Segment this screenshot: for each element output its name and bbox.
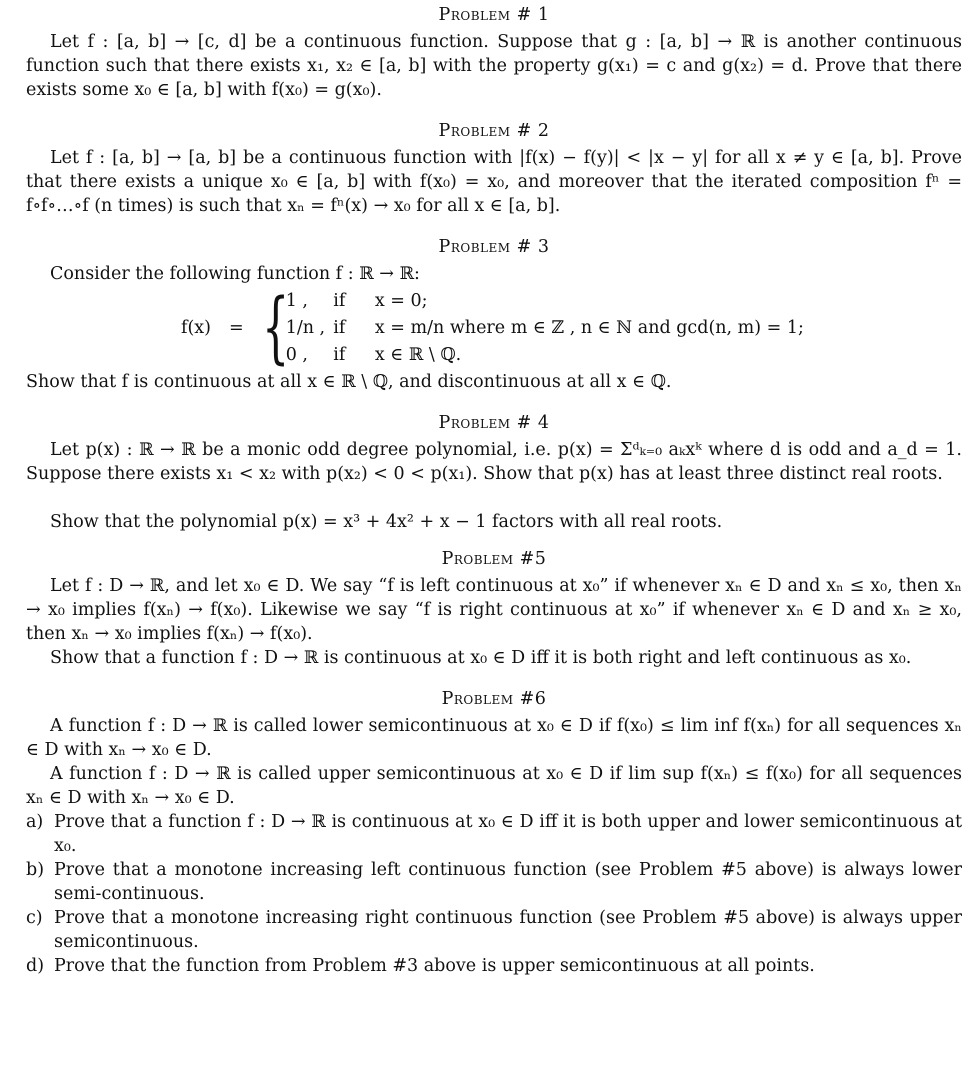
problem-text: Show that f is continuous at all x ∈ ℝ \ ℚ, and discontinuous at all x ∈ ℚ.: [26, 372, 672, 392]
problem-text: Let f : [a, b] → [c, d] be a continuous function. Suppose that g : [a, b] → ℝ is another continuous function such that there exists x₁, x₂ ∈ [a, b] with the property g(x₁) = c and g(x₂) = d. Prove that there exists some x₀ ∈ [a, b] with f(x₀) = g(x₀).: [26, 32, 962, 100]
piecewise-cases: [286, 288, 804, 369]
case-if: if: [333, 290, 346, 311]
case-condition: x = 0;: [374, 290, 428, 311]
case-if: if: [333, 344, 346, 365]
piecewise-lhs: f(x): [181, 318, 212, 338]
piecewise-case: [286, 288, 804, 315]
piecewise-definition: [181, 283, 962, 373]
subproblem-list: [26, 810, 962, 978]
problem-2: [26, 116, 962, 218]
problem-text: Let f : D → ℝ, and let x₀ ∈ D. We say “f is left continuous at x₀” if whenever xₙ ∈ D and xₙ ≤ x₀, then xₙ → x₀ implies f(xₙ) → f(x₀). Likewise we say “f is right continuous at x₀” if whenever xₙ ∈ D and xₙ ≥ x₀, then xₙ → x₀ implies f(xₙ) → f(x₀).: [26, 576, 962, 644]
case-value: 1/n ,: [285, 317, 326, 338]
problem-heading: Problem # 1: [438, 5, 550, 25]
problem-text: Show that a function f : D → ℝ is continuous at x₀ ∈ D iff it is both right and left continuous as x₀.: [50, 648, 912, 668]
case-condition: x ∈ ℝ \ ℚ.: [374, 344, 462, 365]
case-condition: x = m/n where m ∈ ℤ , n ∈ ℕ and gcd(n, m) = 1;: [374, 317, 804, 338]
problem-4: [26, 408, 962, 534]
problem-1: [26, 0, 962, 102]
problem-text: Show that the polynomial p(x) = x³ + 4x² + x − 1 factors with all real roots.: [50, 512, 723, 532]
piecewise-equals: =: [229, 318, 244, 338]
item-text: Prove that the function from Problem #3 above is upper semicontinuous at all points.: [54, 956, 815, 976]
case-if: if: [333, 317, 346, 338]
case-value: 0 ,: [285, 344, 308, 365]
problem-5: [26, 544, 962, 670]
item-text: Prove that a monotone increasing left continuous function (see Problem #5 above) is always lower semi-continuous.: [54, 860, 962, 904]
list-item: [26, 954, 962, 978]
list-item: [26, 810, 962, 858]
item-label: c): [26, 908, 43, 928]
problem-intro: Consider the following function f : ℝ → ℝ:: [50, 264, 420, 284]
problem-6: [26, 684, 962, 978]
left-brace-icon: {: [261, 283, 289, 373]
list-item: [26, 906, 962, 954]
case-value: 1 ,: [285, 290, 308, 311]
problem-text: A function f : D → ℝ is called upper semicontinuous at x₀ ∈ D if lim sup f(xₙ) ≤ f(x₀) for all sequences xₙ ∈ D with xₙ → x₀ ∈ D.: [26, 764, 962, 808]
item-text: Prove that a monotone increasing right continuous function (see Problem #5 above) is always upper semicontinuous.: [54, 908, 962, 952]
item-label: d): [26, 956, 45, 976]
problem-heading: Problem #6: [441, 689, 547, 709]
item-text: Prove that a function f : D → ℝ is continuous at x₀ ∈ D iff it is both upper and lower semicontinuous at x₀.: [54, 812, 962, 856]
problem-text: A function f : D → ℝ is called lower semicontinuous at x₀ ∈ D if f(x₀) ≤ lim inf f(xₙ) for all sequences xₙ ∈ D with xₙ → x₀ ∈ D.: [26, 716, 962, 760]
problem-heading: Problem #5: [441, 549, 547, 569]
problem-heading: Problem # 3: [438, 237, 550, 257]
problem-text: Let p(x) : ℝ → ℝ be a monic odd degree polynomial, i.e. p(x) = Σᵈₖ₌₀ aₖxᵏ where d is odd and a_d = 1. Suppose there exists x₁ < x₂ with p(x₂) < 0 < p(x₁). Show that p(x) has at least three distinct real roots.: [26, 440, 962, 484]
problem-3: [26, 232, 962, 394]
item-label: b): [26, 860, 45, 880]
piecewise-case: [286, 342, 804, 369]
problem-heading: Problem # 2: [438, 121, 550, 141]
item-label: a): [26, 812, 44, 832]
problem-heading: Problem # 4: [438, 413, 550, 433]
piecewise-case: [286, 315, 804, 342]
problem-set: [26, 0, 962, 978]
list-item: [26, 858, 962, 906]
problem-text: Let f : [a, b] → [a, b] be a continuous function with |f(x) − f(y)| < |x − y| for all x ≠ y ∈ [a, b]. Prove that there exists a unique x₀ ∈ [a, b] with f(x₀) = x₀, and moreover that the iterated composition fⁿ = f∘f∘…∘f (n times) is such that xₙ = fⁿ(x) → x₀ for all x ∈ [a, b].: [26, 148, 962, 216]
